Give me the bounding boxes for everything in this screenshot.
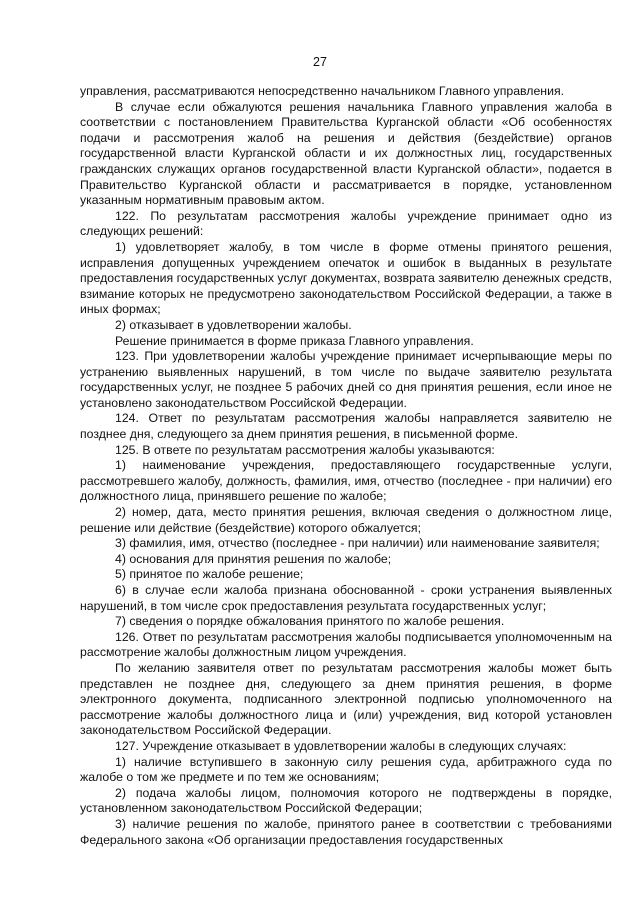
list-item: 2) подача жалобы лицом, полномочия которого не подтверждены в порядке, установленном законодательством Российской Федерации; — [80, 785, 612, 816]
document-body — [80, 84, 612, 848]
paragraph: 126. Ответ по результатам рассмотрения жалобы подписывается уполномоченным на рассмотрение жалобы должностным лицом учреждения. — [80, 629, 612, 660]
list-item: 5) принятое по жалобе решение; — [115, 567, 304, 582]
paragraph: 127. Учреждение отказывает в удовлетворении жалобы в следующих случаях: — [115, 738, 567, 753]
list-item: 4) основания для принятия решения по жалобе; — [115, 551, 392, 566]
paragraph: 124. Ответ по результатам рассмотрения жалобы направляется заявителю не позднее дня, следующего за днем принятия решения, в письменной форме. — [80, 411, 612, 442]
page-number: 27 — [313, 55, 327, 69]
list-item: 2) номер, дата, место принятия решения, включая сведения о должностном лице, решение или действие (бездействие) которого обжалуется; — [80, 505, 612, 535]
list-item: 1) наименование учреждения, предоставляющего государственные услуги, рассмотревшего жалобу, должность, фамилия, имя, отчество (последнее - при наличии) его должностного лица, принявшего решение по жалобе; — [80, 458, 612, 504]
list-item: 6) в случае если жалоба признана обоснованной - сроки устранения выявленных нарушений, в том числе срок предоставления результата государственных услуг; — [80, 583, 612, 613]
list-item: 1) наличие вступившего в законную силу решения суда, арбитражного суда по жалобе о том же предмете и по тем же основаниям; — [80, 754, 612, 785]
list-item: 3) фамилия, имя, отчество (последнее - при наличии) или наименование заявителя; — [115, 536, 600, 551]
list-item: 2) отказывает в удовлетворении жалобы. — [115, 317, 352, 332]
paragraph: управления, рассматриваются непосредственно начальником Главного управления. — [80, 84, 565, 98]
paragraph: 125. В ответе по результатам рассмотрения жалобы указываются: — [115, 442, 495, 457]
paragraph: 122. По результатам рассмотрения жалобы учреждение принимает одно из следующих решений: — [80, 208, 612, 239]
list-item: 3) наличие решения по жалобе, принятого ранее в соответствии с требованиями Федерального закона «Об организации предоставления государственных — [80, 816, 612, 847]
paragraph: 123. При удовлетворении жалобы учреждение принимает исчерпывающие меры по устранению выявленных нарушений, в том числе по выдаче заявителю результата государственных услуг, не позднее 5 рабочих дней со дня принятия решения, если иное не установлено законодательством Российской Федерации. — [80, 349, 612, 410]
paragraph: Решение принимается в форме приказа Главного управления. — [115, 333, 474, 348]
paragraph: По желанию заявителя ответ по результатам рассмотрения жалобы может быть представлен не позднее дня, следующего за днем принятия решения, в форме электронного документа, подписанного электронной подписью уполномоченного на рассмотрение жалобы должностного лица и (или) учреждения, вид которой установлен законодательством Российской Федерации. — [80, 660, 612, 738]
paragraph: В случае если обжалуются решения начальника Главного управления жалоба в соответствии с постановлением Правительства Курганской области «Об особенностях подачи и рассмотрения жалоб на решения и действия (бездействие) органов государственной власти Курганской области и их должностных лиц, государственных гражданских служащих органов государственной власти Курганской области», подается в Правительство Курганской области и рассматривается в порядке, установленном указанным нормативным правовым актом. — [80, 99, 612, 208]
list-item: 1) удовлетворяет жалобу, в том числе в форме отмены принятого решения, исправления допущенных учреждением опечаток и ошибок в выданных в результате предоставления государственных услуг документах, возврата заявителю денежных средств, взимание которых не предусмотрено законодательством Российской Федерации, а также в иных формах; — [80, 239, 612, 317]
list-item: 7) сведения о порядке обжалования принятого по жалобе решения. — [115, 614, 505, 629]
